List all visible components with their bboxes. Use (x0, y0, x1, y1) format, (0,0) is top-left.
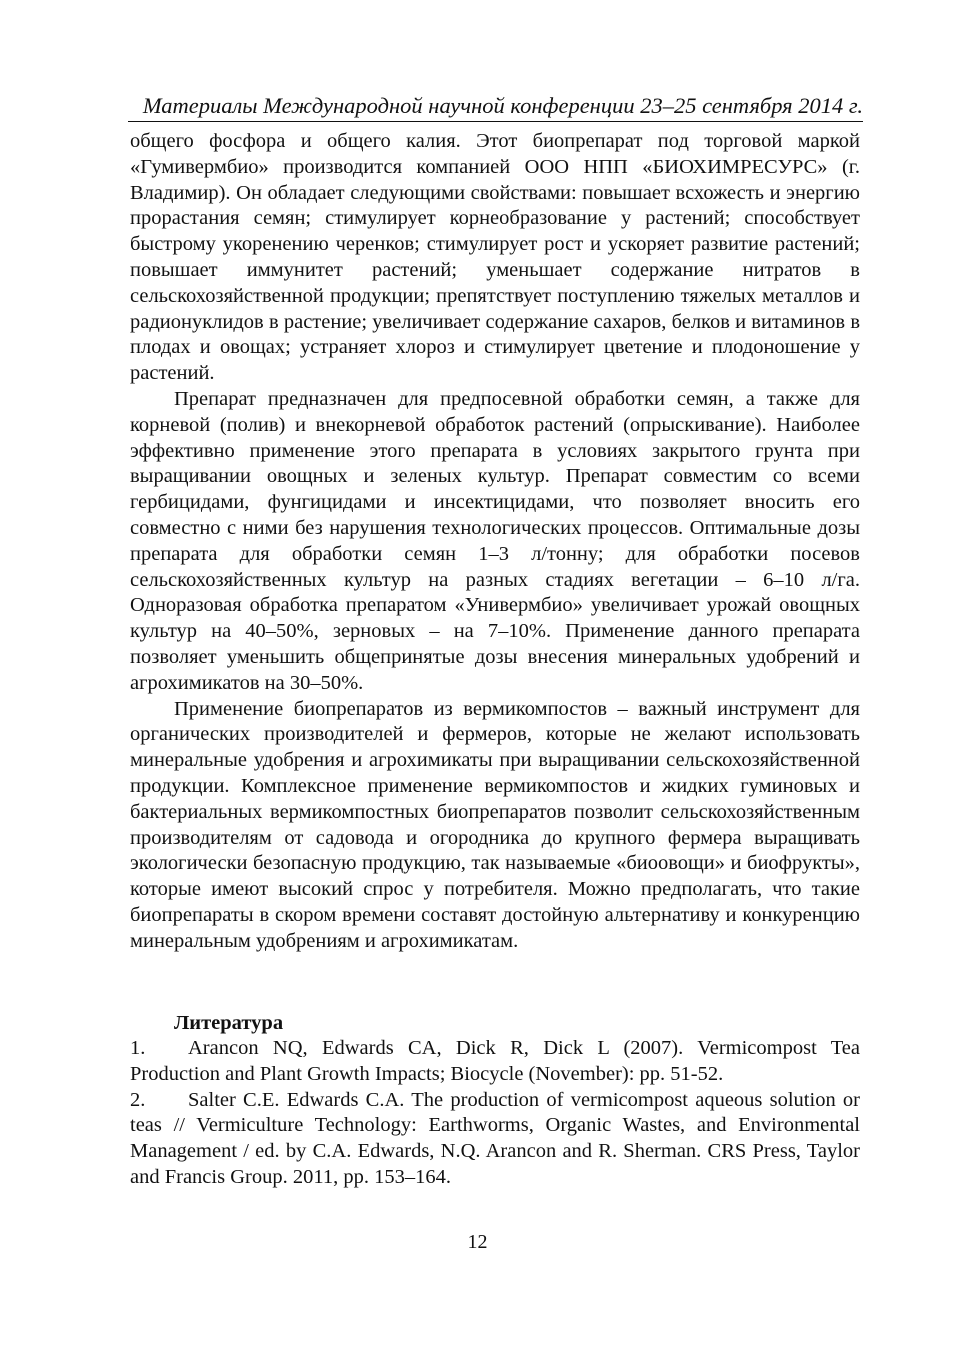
reference-list (130, 1036, 860, 1191)
running-header: Материалы Международной научной конференции 23–25 сентября 2014 г. (128, 92, 863, 122)
article-body (130, 129, 860, 955)
reference-number: 2. (130, 1088, 146, 1111)
page-number: 12 (467, 1231, 488, 1253)
literature-heading: Литература (174, 1012, 284, 1034)
paragraph-preparation-usage: Препарат предназначен для предпосевной обработки семян, а также для корневой (полив) и внекорневой обработок растений (опрыскивание). Наиболее эффективно применение этого препарата в условиях закрытого грунта при выращивании овощных и зеленых культур. Препарат совместим со всеми гербицидами, фунгицидами и инсектицидами, что позволяет вносить его совместно с ними без нарушения технологических процессов. Оптимальные дозы препарата для обработки семян 1–3 л/тонну; для обработки посевов сельскохозяйственных культур на разных стадиях вегетации – 6–10 л/га. Одноразовая обработка препаратом «Универмбио» увеличивает урожай овощных культур на 40–50%, зерновых – на 7–10%. Применение данного препарата позволяет уменьшить общепринятые дозы внесения минеральных удобрений и агрохимикатов на 30–50%. (130, 387, 860, 694)
reference-text: Salter C.E. Edwards C.A. The production of vermicompost aqueous solution or teas // Vermiculture Technology: Earthworms, Organic Wastes, and Environmental Management / ed. by C.A. Edwards, N.Q. Arancon and R. Sherman. CRS Press, Taylor and Francis Group. 2011, pp. 153–164. (130, 1088, 860, 1188)
reference-item (130, 1036, 860, 1088)
reference-number: 1. (130, 1037, 146, 1059)
paragraph-continuation: общего фосфора и общего калия. Этот биопрепарат под торговой маркой «Гумивермбио» производится компанией ООО НПП «БИОХИМРЕСУРС» (г. Владимир). Он обладает следующими свойствами: повышает всхожесть и энергию прорастания семян; стимулирует корнеобразование у растений; способствует быстрому укоренению черенков; стимулирует рост и ускоряет развитие растений; повышает иммунитет растений; уменьшает содержание нитратов в сельскохозяйственной продукции; препятствует поступлению тяжелых металлов и радионуклидов в растение; увеличивает содержание сахаров, белков и витаминов в плодах и овощах; устраняет хлороз и стимулирует цветение и плодоношение у растений. (130, 130, 860, 385)
paragraph-biopreparation-importance: Применение биопрепаратов из вермикомпостов – важный инструмент для органических производителей и фермеров, которые не желают использовать минеральные удобрения и агрохимикаты при выращивании сельскохозяйственной продукции. Комплексное применение вермикомпостов и жидких гуминовых и бактериальных вермикомпостных биопрепаратов позволит сельскохозяйственным производителям от садовода и огородника до крупного фермера выращивать экологически безопасную продукцию, так называемые «биоовощи» и биофрукты», которые имеют высокий спрос у потребителя. Можно предполагать, что такие биопрепараты в скором времени составят достойную альтернативу и конкуренцию минеральным удобрениям и агрохимикатам. (130, 697, 860, 952)
reference-text: Arancon NQ, Edwards CA, Dick R, Dick L (2007). Vermicompost Tea Production and Plant Growth Impacts; Biocycle (November): pp. 51-52. (130, 1037, 860, 1085)
reference-item (130, 1088, 860, 1191)
